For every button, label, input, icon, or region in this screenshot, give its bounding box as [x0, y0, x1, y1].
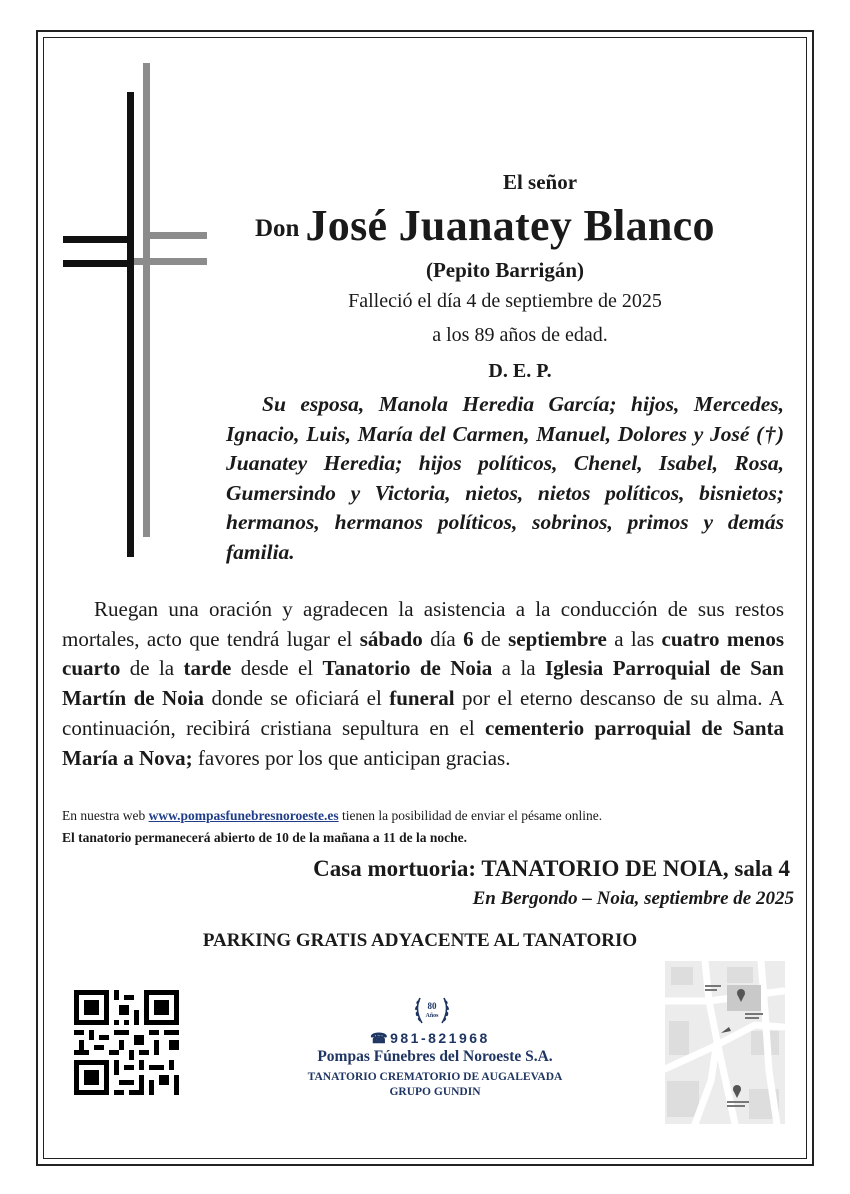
badge-number: 80 [427, 1001, 437, 1011]
intro-line: El señor [502, 170, 578, 194]
bold-church: Iglesia Parroquial de San Martín de Noia [62, 656, 784, 711]
text-segment: donde se oficiará el [204, 686, 390, 711]
text-segment: desde el [231, 656, 323, 681]
rip-line: D. E. P. [488, 360, 552, 382]
age-line: a los 89 años de edad. [432, 324, 608, 346]
family-paragraph: Su esposa, Manola Heredia García; hijos, Mercedes, Ignacio, Luis, María del Carmen, Manuel, Dolores y José (†) Juanatey Heredia; hijos políticos, Chenel, Isabel, Rosa, Gumersindo y Victoria, nietos, nietos políticos, bisnietos; hermanos, hermanos políticos, sobrinos, primos y demás familia. [226, 392, 784, 564]
text-segment: de la [120, 656, 184, 681]
bold-afternoon: tarde [183, 656, 232, 681]
bold-month: septiembre [508, 626, 607, 651]
company-subtitle: TANATORIO CREMATORIO DE AUGALEVADA [307, 1071, 563, 1083]
laurel-badge [410, 990, 454, 1030]
bold-funeral: funeral [389, 686, 455, 711]
badge-word: Años [425, 1013, 439, 1019]
phone-line[interactable] [330, 1030, 530, 1047]
death-date: Falleció el día 4 de septiembre de 2025 [348, 290, 662, 312]
text-segment: de [473, 626, 509, 651]
opening-hours: El tanatorio permanecerá abierto de 10 de la mañana a 11 de la noche. [62, 830, 467, 845]
honorific: Don [255, 215, 300, 242]
place-date: En Bergondo – Noia, septiembre de 2025 [472, 888, 794, 909]
text-segment: día [422, 626, 464, 651]
bold-time: cuatro menos cuarto [62, 626, 784, 681]
location-map[interactable] [665, 961, 785, 1124]
bold-cemetery: cementerio parroquial de Santa María a Nova; [62, 715, 784, 770]
web-note-before: En nuestra web [62, 808, 149, 823]
phone-icon: ☎ [370, 1030, 391, 1046]
web-note-after: tienen la posibilidad de enviar el pésame online. [338, 808, 603, 823]
bold-origin: Tanatorio de Noia [322, 656, 493, 681]
text-segment: por el eterno descanso de su alma. A continuación, recibirá cristiana sepultura en el [62, 686, 784, 740]
text-segment: favores por los que anticipan gracias. [192, 745, 511, 770]
deceased-name [255, 200, 805, 251]
bold-day: sábado [359, 626, 423, 651]
name-main: José Juanatey Blanco [305, 201, 715, 250]
company-group: GRUPO GUNDIN [389, 1086, 481, 1098]
phone-number: 981-821968 [390, 1030, 490, 1046]
parking-note: PARKING GRATIS ADYACENTE AL TANATORIO [202, 930, 638, 951]
website-link[interactable]: www.pompasfunebresnoroeste.es [148, 808, 339, 823]
bold-date: 6 [463, 626, 474, 651]
text-segment: a las [606, 626, 662, 651]
text-segment: a la [492, 656, 545, 681]
ceremony-paragraph [62, 595, 784, 773]
nickname: (Pepito Barrigán) [425, 258, 585, 282]
web-note [62, 808, 792, 824]
text-segment: Ruegan una oración y agradecen la asistencia a la conducción de sus restos mortales, acto que tendrá lugar el [62, 597, 784, 651]
company-name: Pompas Fúnebres del Noroeste S.A. [317, 1048, 553, 1065]
qr-code[interactable] [74, 990, 179, 1095]
mortuary-line: Casa mortuoria: TANATORIO DE NOIA, sala 4 [313, 856, 790, 881]
